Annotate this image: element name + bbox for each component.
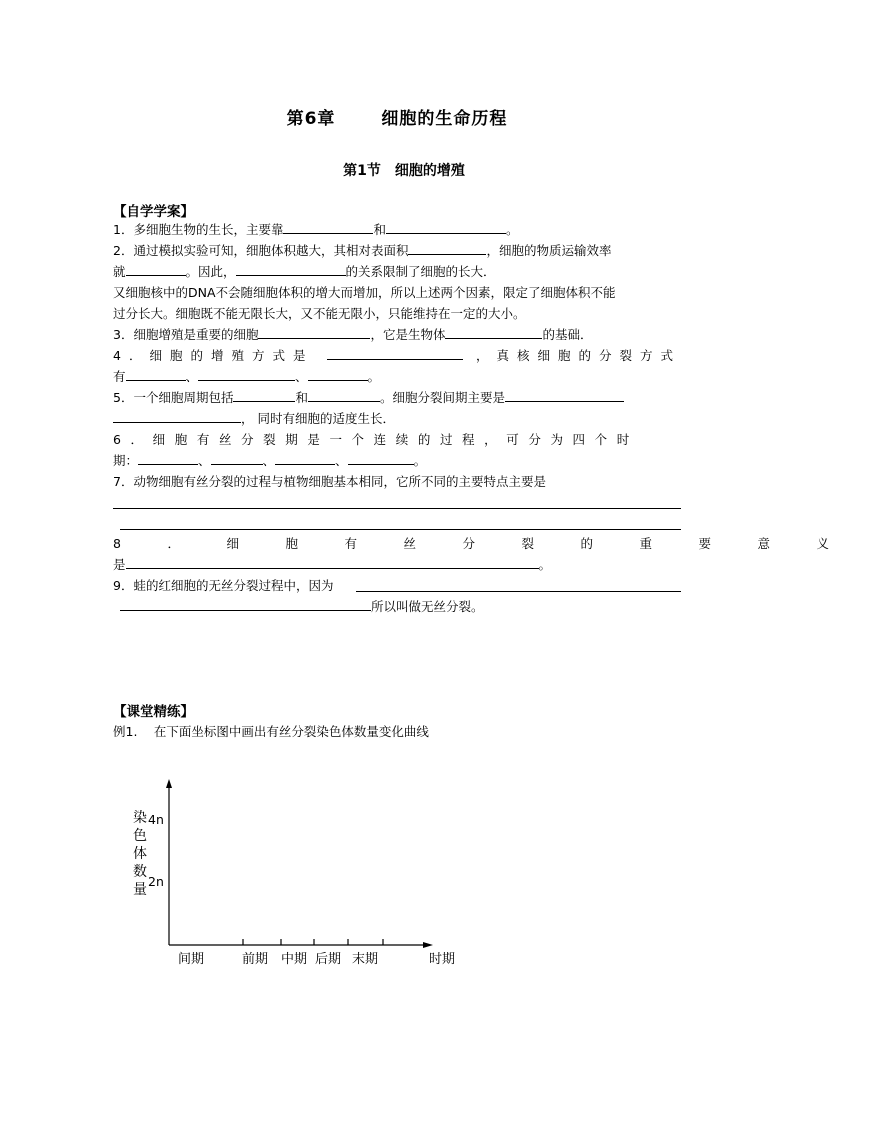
self-study-heading: 【自学学案】: [113, 204, 194, 220]
answer-blank[interactable]: [120, 596, 371, 611]
answer-blank[interactable]: [126, 366, 186, 381]
answer-blank[interactable]: [308, 387, 380, 402]
x-label-interphase: 间期: [178, 952, 205, 967]
answer-blank[interactable]: [327, 345, 463, 360]
answer-blank[interactable]: [126, 554, 539, 569]
x-label-prophase: 前期: [242, 952, 269, 967]
answer-blank[interactable]: [445, 324, 542, 339]
chapter-title: [0, 104, 794, 129]
answer-blank[interactable]: [308, 366, 368, 381]
question-7: 7．动物细胞有丝分裂的过程与植物细胞基本相同，它所不同的主要特点主要是: [113, 474, 546, 489]
question-8-cont: 是 。: [113, 554, 681, 575]
answer-blank[interactable]: [283, 219, 373, 234]
answer-blank[interactable]: [211, 450, 263, 465]
question-9-cont: 所以叫做无丝分裂。: [113, 596, 681, 617]
answer-line[interactable]: [120, 529, 681, 530]
chapter-number: 第6章: [286, 109, 336, 129]
question-3: 3．细胞增殖是重要的细胞 ，它是生物体 的基础．: [113, 324, 681, 345]
question-8: 8．细胞有丝分裂的重要意义: [113, 536, 875, 551]
answer-blank[interactable]: [348, 450, 414, 465]
note-line-2: 过分长大。细胞既不能无限长大，又不能无限小，只能维持在一定的大小。: [113, 306, 526, 321]
answer-blank[interactable]: [138, 450, 198, 465]
note-line-1: 又细胞核中的DNA不会随细胞体积的增大而增加，所以上述两个因素，限定了细胞体积不能: [113, 285, 616, 300]
y-axis-label: [133, 809, 147, 898]
phase-ticks: [243, 939, 383, 945]
y-label-char: 体: [133, 846, 147, 862]
answer-blank[interactable]: [126, 261, 186, 276]
y-label-char: 数: [133, 864, 147, 880]
x-label-anaphase: 后期: [315, 952, 342, 967]
question-6-cont: 期： 、 、 、 。: [113, 450, 681, 471]
chromosome-chart[interactable]: [120, 775, 480, 975]
answer-line[interactable]: [356, 591, 681, 592]
question-5-cont: ， 同时有细胞的适度生长．: [113, 408, 681, 429]
question-6: 6．细胞有丝分裂期是一个连续的过程，可分为四个时: [113, 432, 639, 447]
question-8-block: [113, 533, 875, 617]
question-4-cont: 有 、 、 。: [113, 366, 681, 387]
answer-blank[interactable]: [233, 387, 295, 402]
question-4: 4．细胞的增殖方式是 ，真核细胞的分裂方式: [113, 345, 681, 366]
section-title: 第1节 细胞的增殖: [343, 163, 465, 179]
question-9: 9．蛙的红细胞的无丝分裂过程中，因为: [113, 578, 334, 593]
answer-blank[interactable]: [505, 387, 624, 402]
answer-blank[interactable]: [258, 324, 370, 339]
chapter-name: 细胞的生命历程: [381, 109, 508, 129]
x-axis-arrow: [423, 942, 433, 948]
answer-line[interactable]: [113, 508, 681, 509]
question-5: 5．一个细胞周期包括 和 。细胞分裂间期主要是: [113, 387, 681, 408]
y-label-char: 色: [133, 828, 147, 844]
answer-blank[interactable]: [408, 240, 486, 255]
answer-blank[interactable]: [386, 219, 506, 234]
x-label-metaphase: 中期: [281, 952, 308, 967]
question-2-cont: 就 。因此， 的关系限制了细胞的长大．: [113, 261, 681, 282]
example-1: 例1. 在下面坐标图中画出有丝分裂染色体数量变化曲线: [113, 724, 429, 739]
x-label-telophase: 末期: [352, 952, 379, 967]
y-tick-2n: 2n: [148, 874, 164, 889]
answer-blank[interactable]: [113, 408, 241, 423]
y-label-char: 量: [133, 882, 147, 898]
practice-heading: 【课堂精练】: [113, 704, 194, 720]
x-axis-label: 时期: [429, 952, 456, 967]
answer-blank[interactable]: [198, 366, 295, 381]
self-study-body: [113, 219, 681, 492]
answer-blank[interactable]: [275, 450, 335, 465]
question-1: 1．多细胞生物的生长，主要靠 和 。: [113, 219, 681, 240]
y-tick-4n: 4n: [148, 812, 164, 827]
y-label-char: 染: [133, 810, 147, 826]
answer-blank[interactable]: [236, 261, 346, 276]
question-2: 2．通过模拟实验可知，细胞体积越大，其相对表面积 ，细胞的物质运输效率: [113, 240, 681, 261]
y-axis-arrow: [166, 779, 172, 788]
